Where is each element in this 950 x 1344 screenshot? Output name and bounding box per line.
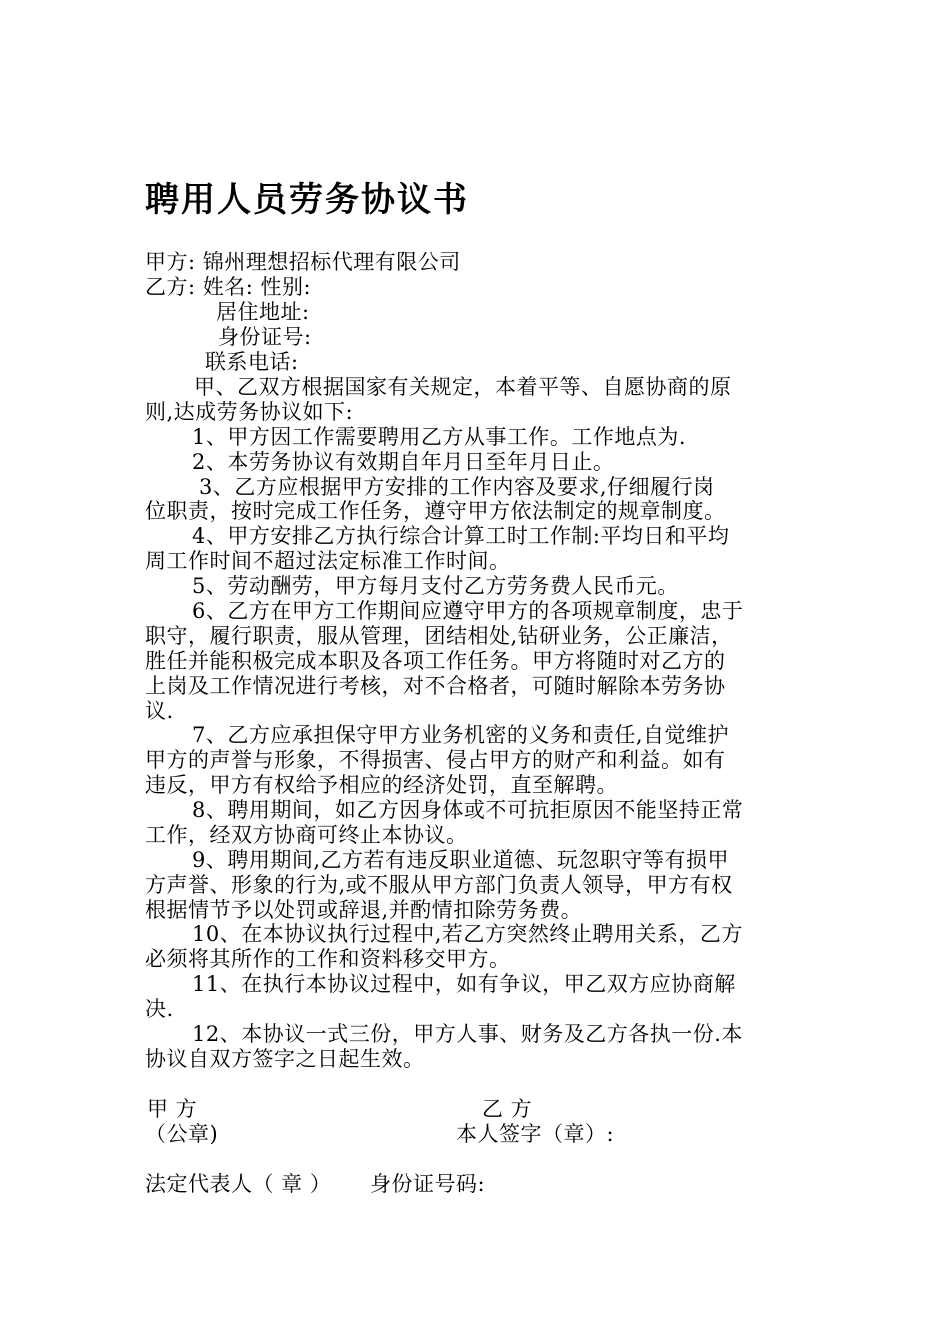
clause-11: 11、在执行本协议过程中，如有争议，甲乙双方应协商解 [192, 972, 736, 996]
party-a-seal: （公章) [145, 1122, 219, 1146]
body-line: 方声誉、形象的行为,或不服从甲方部门负责人领导，甲方有权 [145, 873, 733, 897]
party-b-name-gender: 乙方: 姓名: 性别: [145, 275, 312, 299]
clause-6: 6、乙方在甲方工作期间应遵守甲方的各项规章制度，忠于 [192, 599, 744, 623]
party-b-phone: 联系电话: [205, 350, 299, 374]
body-line: 甲、乙双方根据国家有关规定，本着平等、自愿协商的原 [194, 375, 732, 399]
body-line: 周工作时间不超过法定标准工作时间。 [145, 549, 511, 573]
body-line: 违反，甲方有权给予相应的经济处罚，直至解聘。 [145, 773, 618, 797]
clause-2: 2、本劳务协议有效期自年月日至年月日止。 [192, 450, 615, 474]
body-line: 根据情节予以处罚或辞退,并酌情扣除劳务费。 [145, 898, 583, 922]
body-line: 甲方的声誉与形象，不得损害、侵占甲方的财产和利益。如有 [145, 748, 726, 772]
document-title: 聘用人员劳务协议书 [145, 180, 469, 220]
party-a-line: 甲方: 锦州理想招标代理有限公司 [145, 250, 461, 274]
party-b-id-number: 身份证号: [218, 325, 312, 349]
clause-8: 8、聘用期间，如乙方因身体或不可抗拒原因不能坚持正常 [192, 798, 744, 822]
clause-4: 4、甲方安排乙方执行综合计算工时工作制:平均日和平均 [192, 524, 730, 548]
body-line: 决. [145, 997, 174, 1021]
body-line: 工作，经双方协商可终止本协议。 [145, 823, 468, 847]
id-number-label: 身份证号码: [370, 1172, 486, 1196]
body-line: 则,达成劳务协议如下: [145, 400, 354, 424]
clause-7: 7、乙方应承担保守甲方业务机密的义务和责任,自觉维护 [192, 723, 730, 747]
clause-3: 3、乙方应根据甲方安排的工作内容及要求,仔细履行岗 [199, 475, 715, 499]
party-a-signature-label: 甲 方 [147, 1097, 198, 1121]
body-line: 职守，履行职责，服从管理，团结相处,钻研业务，公正廉洁， [145, 624, 733, 648]
clause-12: 12、本协议一式三份，甲方人事、财务及乙方各执一份.本 [192, 1022, 743, 1046]
body-line: 上岗及工作情况进行考核，对不合格者，可随时解除本劳务协 [145, 674, 726, 698]
clause-5: 5、劳动酬劳，甲方每月支付乙方劳务费人民币元。 [192, 574, 679, 598]
party-b-sign: 本人签字（章）: [456, 1122, 615, 1146]
body-line: 协议自双方签字之日起生效。 [145, 1047, 425, 1071]
legal-representative: 法定代表人（ 章 ） [145, 1172, 332, 1196]
body-line: 胜任并能积极完成本职及各项工作任务。甲方将随时对乙方的 [145, 649, 726, 673]
party-b-signature-label: 乙 方 [482, 1097, 533, 1121]
clause-9: 9、聘用期间,乙方若有违反职业道德、玩忽职守等有损甲 [192, 848, 730, 872]
party-b-address: 居住地址: [216, 300, 310, 324]
clause-10: 10、在本协议执行过程中,若乙方突然终止聘用关系，乙方 [192, 922, 743, 946]
body-line: 位职责，按时完成工作任务，遵守甲方依法制定的规章制度。 [145, 499, 726, 523]
clause-1: 1、甲方因工作需要聘用乙方从事工作。工作地点为. [192, 425, 687, 449]
body-line: 必须将其所作的工作和资料移交甲方。 [145, 947, 511, 971]
body-line: 议. [145, 699, 174, 723]
